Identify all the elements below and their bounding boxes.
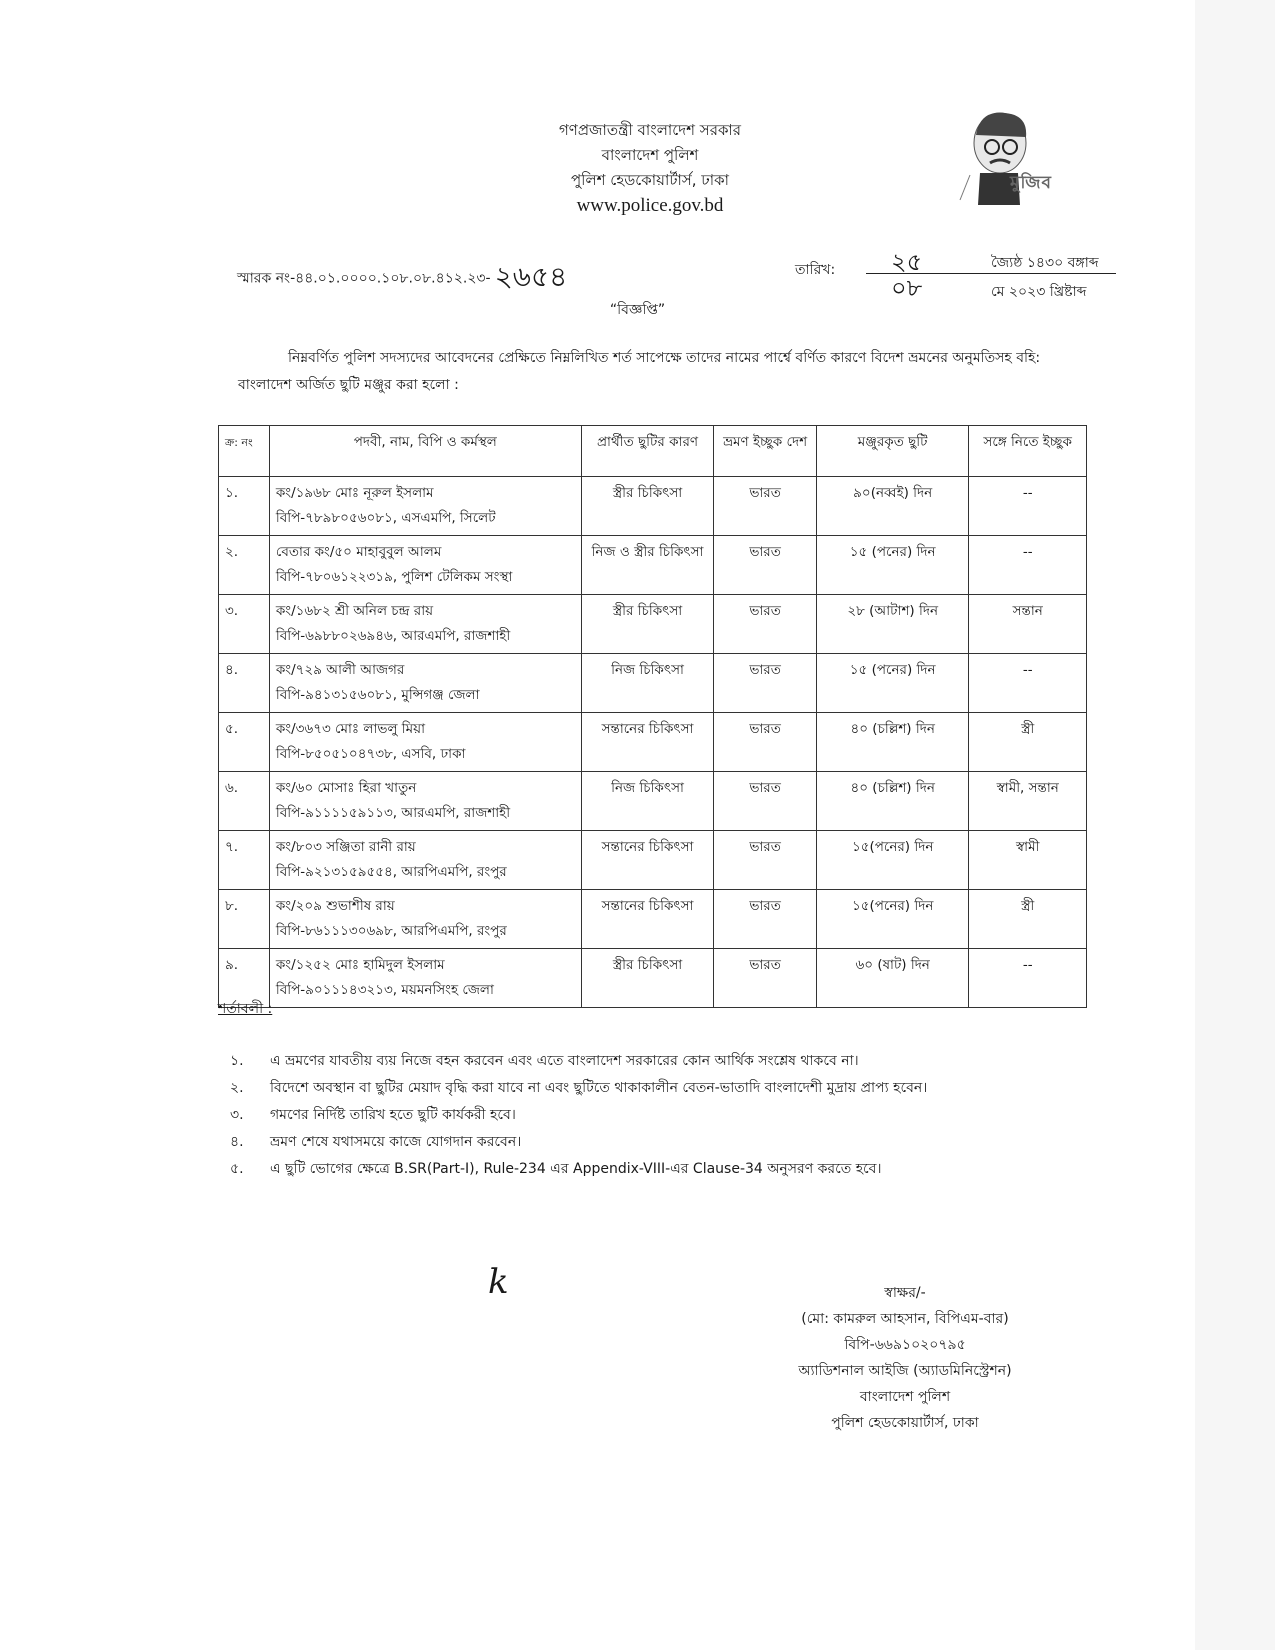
member-rank-name: কং/৮০৩ সঞ্জিতা রানী রায় <box>275 839 416 855</box>
date-label: তারিখ: <box>795 262 836 278</box>
memo-label: স্মারক নং-৪৪.০১.০০০০.১০৮.০৮.৪১২.২৩- <box>237 270 491 287</box>
table-row <box>219 654 1087 713</box>
table-row <box>219 536 1087 595</box>
letterhead-url: www.police.gov.bd <box>576 195 724 216</box>
table-row <box>219 477 1087 536</box>
condition-item <box>230 1129 927 1156</box>
condition-number: ১. <box>230 1053 244 1069</box>
date-english-month-year: মে ২০২৩ খ্রিষ্টাব্দ <box>991 284 1087 300</box>
cell-leave: ১৫ (পনের) দিন <box>816 536 969 595</box>
member-rank-name: কং/৬০ মোসাঃ হিরা খাতুন <box>275 780 417 796</box>
table-row <box>219 831 1087 890</box>
header-companion: সঙ্গে নিতে ইচ্ছুক <box>969 426 1087 477</box>
cell-serial: ২. <box>219 536 270 595</box>
cell-country: ভারত <box>714 831 817 890</box>
intro-paragraph: নিম্নবর্ণিত পুলিশ সদস্যদের আবেদনের প্রেক্ষিতে নিম্নলিখিত শর্ত সাপেক্ষে তাদের নামের পার্শ্বে বর্ণিত কারণে বিদেশ ভ্রমনের অনুমতিসহ বহি: বাংলাদেশ অর্জিত ছুটি মঞ্জুর করা হলো : <box>238 350 1041 393</box>
initial-signature-mark: k <box>488 1262 509 1302</box>
cell-serial: ৮. <box>219 890 270 949</box>
cell-companion: -- <box>969 949 1087 1008</box>
cell-serial: ৬. <box>219 772 270 831</box>
condition-text: ভ্রমণ শেষে যথাসময়ে কাজে যোগদান করবেন। <box>270 1134 522 1150</box>
condition-text: এ ছুটি ভোগের ক্ষেত্রে B.SR(Part-I), Rule-234 এর Appendix-VIII-এর Clause-34 অনুসরণ করতে হবে। <box>270 1161 882 1177</box>
cell-leave: ১৫(পনের) দিন <box>816 831 969 890</box>
cell-reason: নিজ ও স্ত্রীর চিকিৎসা <box>581 536 714 595</box>
cell-name-bp <box>269 713 581 772</box>
cell-name-bp <box>269 654 581 713</box>
table-header-row <box>219 426 1087 477</box>
signature-block <box>790 1280 1020 1436</box>
cell-country: ভারত <box>714 713 817 772</box>
conditions-list <box>230 1048 927 1183</box>
signature-signed: স্বাক্ষর/- <box>884 1285 926 1301</box>
cell-name-bp <box>269 595 581 654</box>
cell-companion: সন্তান <box>969 595 1087 654</box>
memo-number <box>237 255 567 302</box>
member-bp-workplace: বিপি-৬৯৮৮০২৬৯৪৬, আরএমপি, রাজশাহী <box>275 628 511 644</box>
member-bp-workplace: বিপি-৭৮৯৮০৫৬০৮১, এসএমপি, সিলেট <box>275 510 496 526</box>
member-bp-workplace: বিপি-৯১১১১৫৯১১৩, আরএমপি, রাজশাহী <box>275 805 511 821</box>
cell-country: ভারত <box>714 890 817 949</box>
cell-leave: ৪০ (চল্লিশ) দিন <box>816 772 969 831</box>
cell-leave: ১৫(পনের) দিন <box>816 890 969 949</box>
cell-leave: ৬০ (ষাট) দিন <box>816 949 969 1008</box>
member-rank-name: কং/১৯৬৮ মোঃ নূরুল ইসলাম <box>275 485 434 501</box>
mujib-centenary-logo: মুজিব <box>1010 173 1052 193</box>
member-bp-workplace: বিপি-৮৬১১১৩০৬৯৮, আরপিএমপি, রংপুর <box>275 923 507 939</box>
condition-item <box>230 1102 927 1129</box>
cell-reason: নিজ চিকিৎসা <box>581 772 714 831</box>
cell-serial: ৭. <box>219 831 270 890</box>
letterhead-government: গণপ্রজাতন্ত্রী বাংলাদেশ সরকার <box>558 121 742 139</box>
cell-reason: নিজ চিকিৎসা <box>581 654 714 713</box>
condition-text: গমণের নির্দিষ্ট তারিখ হতে ছুটি কার্যকরী হবে। <box>270 1107 516 1123</box>
cell-leave: ৯০(নব্বই) দিন <box>816 477 969 536</box>
condition-number: ৪. <box>230 1134 244 1150</box>
cell-leave: ১৫ (পনের) দিন <box>816 654 969 713</box>
table-row <box>219 772 1087 831</box>
table-row <box>219 713 1087 772</box>
conditions-title: শর্তাবলী : <box>218 1001 273 1017</box>
cell-country: ভারত <box>714 477 817 536</box>
header-serial: ক্র: নং <box>219 426 270 477</box>
table-row <box>219 949 1087 1008</box>
cell-reason: সন্তানের চিকিৎসা <box>581 831 714 890</box>
cell-companion: -- <box>969 477 1087 536</box>
condition-text: বিদেশে অবস্থান বা ছুটির মেয়াদ বৃদ্ধি করা যাবে না এবং ছুটিতে থাকাকালীন বেতন-ভাতাদি বাংলাদেশী মুদ্রায় প্রাপ্য হবেন। <box>270 1080 928 1096</box>
cell-companion: স্বামী, সন্তান <box>969 772 1087 831</box>
letterhead <box>480 118 820 218</box>
header-name: পদবী, নাম, বিপি ও কর্মস্থল <box>269 426 581 477</box>
cell-serial: ৫. <box>219 713 270 772</box>
cell-leave: ২৮ (আটাশ) দিন <box>816 595 969 654</box>
letterhead-office: পুলিশ হেডকোয়ার্টার্স, ঢাকা <box>570 171 729 189</box>
member-bp-workplace: বিপি-৭৮০৬১২২৩১৯, পুলিশ টেলিকম সংস্থা <box>275 569 513 585</box>
cell-country: ভারত <box>714 595 817 654</box>
member-rank-name: বেতার কং/৫০ মাহাবুবুল আলম <box>275 544 442 560</box>
cell-name-bp <box>269 536 581 595</box>
header-reason: প্রার্থীত ছুটির কারণ <box>581 426 714 477</box>
cell-reason: সন্তানের চিকিৎসা <box>581 713 714 772</box>
member-rank-name: কং/৩৬৭৩ মোঃ লাভলু মিয়া <box>275 721 426 737</box>
date-bangla-day: ২৫ <box>891 248 923 276</box>
condition-number: ৩. <box>230 1107 244 1123</box>
signatory-bp: বিপি-৬৬৯১০২০৭৯৫ <box>844 1337 966 1353</box>
condition-text: এ ভ্রমণের যাবতীয় ব্যয় নিজে বহন করবেন এবং এতে বাংলাদেশ সরকারের কোন আর্থিক সংশ্লেষ থাকবে না। <box>270 1053 859 1069</box>
cell-country: ভারত <box>714 654 817 713</box>
signatory-designation: অ্যাডিশনাল আইজি (অ্যাডমিনিস্ট্রেশন) <box>798 1363 1012 1379</box>
date-bangla-month-year: জ্যৈষ্ঠ ১৪৩০ বঙ্গাব্দ <box>991 255 1099 271</box>
signatory-name: (মো: কামরুল আহসান, বিপিএম-বার) <box>801 1311 1009 1327</box>
cell-reason: স্ত্রীর চিকিৎসা <box>581 477 714 536</box>
member-bp-workplace: বিপি-৯৪১৩১৫৬০৮১, মুন্সিগঞ্জ জেলা <box>275 687 480 703</box>
cell-leave: ৪০ (চল্লিশ) দিন <box>816 713 969 772</box>
cell-name-bp <box>269 831 581 890</box>
cell-country: ভারত <box>714 772 817 831</box>
cell-serial: ১. <box>219 477 270 536</box>
cell-companion: -- <box>969 536 1087 595</box>
cell-name-bp <box>269 890 581 949</box>
condition-item <box>230 1075 927 1102</box>
member-rank-name: কং/১২৫২ মোঃ হামিদুল ইসলাম <box>275 957 445 973</box>
cell-serial: ৯. <box>219 949 270 1008</box>
condition-number: ২. <box>230 1080 244 1096</box>
member-rank-name: কং/১৬৮২ শ্রী অনিল চন্দ্র রায় <box>275 603 434 619</box>
cell-companion: স্ত্রী <box>969 713 1087 772</box>
cell-name-bp <box>269 949 581 1008</box>
cell-name-bp <box>269 477 581 536</box>
member-bp-workplace: বিপি-৯২১৩১৫৯৫৫৪, আরপিএমপি, রংপুর <box>275 864 507 880</box>
header-leave: মঞ্জুরকৃত ছুটি <box>816 426 969 477</box>
condition-number: ৫. <box>230 1161 244 1177</box>
letterhead-department: বাংলাদেশ পুলিশ <box>601 146 699 164</box>
signatory-organization: বাংলাদেশ পুলিশ <box>859 1389 951 1405</box>
cell-reason: স্ত্রীর চিকিৎসা <box>581 949 714 1008</box>
member-bp-workplace: বিপি-৮৫০৫১০৪৭৩৮, এসবি, ঢাকা <box>275 746 466 762</box>
leave-table <box>218 425 1087 1008</box>
cell-reason: সন্তানের চিকিৎসা <box>581 890 714 949</box>
cell-serial: ৪. <box>219 654 270 713</box>
table-row <box>219 890 1087 949</box>
cell-companion: স্ত্রী <box>969 890 1087 949</box>
header-country: ভ্রমণ ইচ্ছুক দেশ <box>714 426 817 477</box>
cell-companion: -- <box>969 654 1087 713</box>
condition-item <box>230 1156 927 1183</box>
table-row <box>219 595 1087 654</box>
cell-serial: ৩. <box>219 595 270 654</box>
date-english-day: ০৮ <box>891 274 923 302</box>
cell-reason: স্ত্রীর চিকিৎসা <box>581 595 714 654</box>
scan-edge <box>1195 0 1275 1650</box>
memo-handwritten-number: ২৬৫৪ <box>494 260 568 293</box>
cell-country: ভারত <box>714 949 817 1008</box>
notice-title: “বিজ্ঞপ্তি” <box>609 302 666 318</box>
cell-country: ভারত <box>714 536 817 595</box>
cell-companion: স্বামী <box>969 831 1087 890</box>
cell-name-bp <box>269 772 581 831</box>
signatory-office: পুলিশ হেডকোয়ার্টার্স, ঢাকা <box>831 1415 979 1431</box>
member-rank-name: কং/২০৯ শুভাশীষ রায় <box>275 898 395 914</box>
member-bp-workplace: বিপি-৯০১১১৪৩২১৩, ময়মনসিংহ জেলা <box>275 982 494 998</box>
condition-item <box>230 1048 927 1075</box>
member-rank-name: কং/৭২৯ আলী আজগর <box>275 662 405 678</box>
